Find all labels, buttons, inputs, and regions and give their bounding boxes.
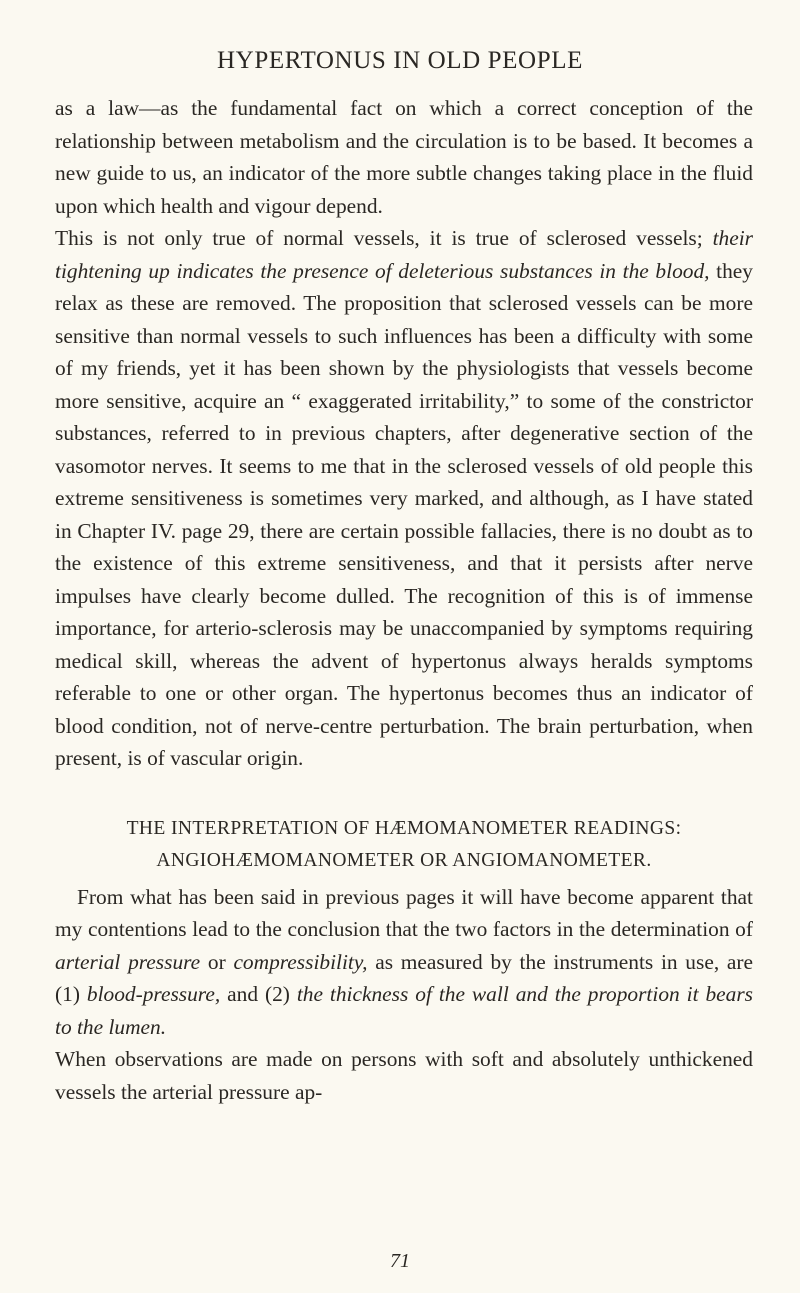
paragraph-3-italic-4: the thickness of the wall and the proportion it bears to the lumen. bbox=[55, 982, 754, 1039]
paragraph-1: as a law—as the fundamental fact on which a correct conception of the relationship between metabolism and the circulation is to be based. It becomes a new guide to us, an indicator of the more subtle changes taking place in the fluid upon which health and vigour depend. bbox=[55, 96, 753, 218]
paragraph-3-text-4: and (2) bbox=[220, 982, 297, 1006]
paragraph-3 bbox=[55, 881, 753, 1044]
paragraph-2 bbox=[55, 222, 753, 775]
paragraph-3-text-3: as measured by the instruments in use, are (1) bbox=[55, 949, 753, 1006]
paragraph-3-italic-2: compressibility, bbox=[233, 949, 368, 974]
section-heading bbox=[55, 813, 753, 877]
paragraph-3-italic-3: blood-pressure, bbox=[86, 982, 221, 1006]
section-heading-line-2: ANGIOHÆMOMANOMETER OR ANGIOMANOMETER. bbox=[156, 849, 652, 871]
section-heading-line-1: THE INTERPRETATION OF HÆMOMANOMETER READINGS: bbox=[126, 817, 682, 839]
paragraph-3-text-1: From what has been said in previous pages it will have become apparent that my contentions lead to the conclusion that the two factors in the determination of bbox=[55, 884, 753, 941]
paragraph-2-text-a: This is not only true of normal vessels, it is true of sclerosed vessels; bbox=[55, 226, 713, 250]
page-number: 71 bbox=[390, 1250, 410, 1272]
paragraph-2-text-b: they relax as these are removed. The proposition that sclerosed vessels can be more sensitive than normal vessels to such influences has been a difficulty with some of my friends, yet it has been shown by the physiologists that vessels become more sensitive, acquire an “ exaggerated irritability,” to some of the constrictor substances, referred to in previous chapters, after degenerative section of the vasomotor nerves. It seems to me that in the sclerosed vessels of old people this extreme sensitiveness is sometimes very marked, and although, as I have stated in Chapter IV. page 29, there are certain possible fallacies, there is no doubt as to the existence of this extreme sensitiveness, and that it persists after nerve impulses have clearly become dulled. The recognition of this is of immense importance, for arterio-sclerosis may be unaccompanied by symptoms requiring medical skill, whereas the advent of hypertonus always heralds symptoms referable to one or other organ. The hypertonus becomes thus an indicator of blood condition, not of nerve-centre perturbation. The brain perturbation, when present, is of vascular origin. bbox=[55, 258, 754, 770]
body-text bbox=[55, 92, 753, 1108]
paragraph-3-italic-1: arterial pressure bbox=[55, 949, 201, 974]
paragraph-3-text-2: or bbox=[200, 949, 234, 974]
running-head: HYPERTONUS IN OLD PEOPLE bbox=[217, 47, 583, 74]
paragraph-4: When observations are made on persons with soft and absolutely unthickened vessels the arterial pressure ap- bbox=[55, 1047, 753, 1104]
paragraph-2-italic: their tightening up indicates the presence of deleterious substances in the blood, bbox=[55, 226, 753, 283]
